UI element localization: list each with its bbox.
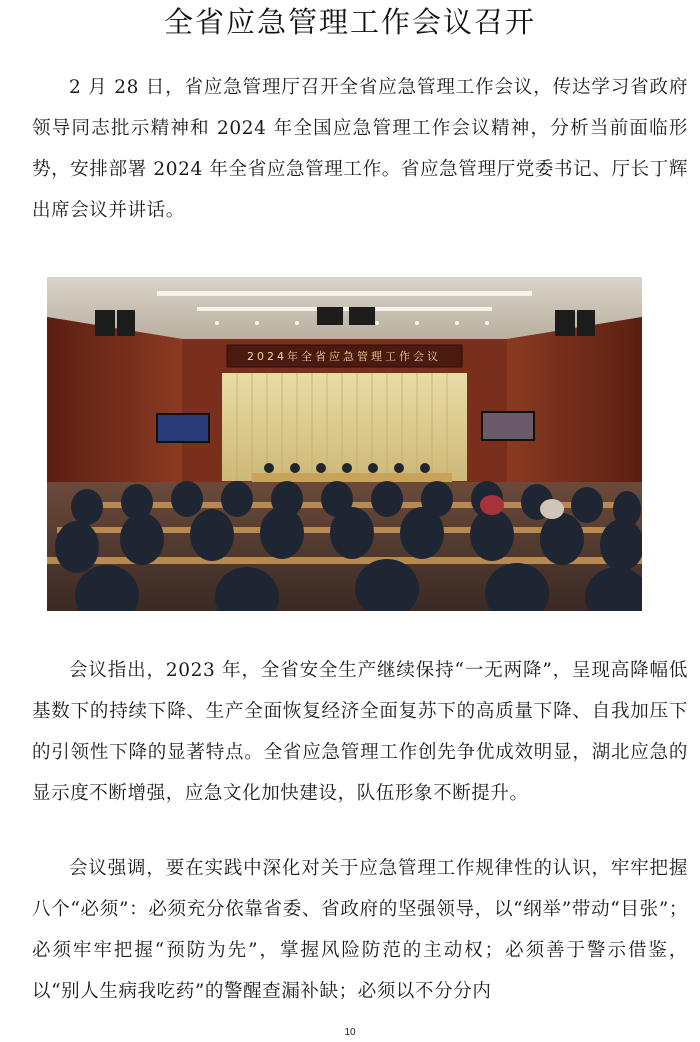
banner-text: 2024年全省应急管理工作会议 — [247, 350, 441, 363]
paragraph-2: 会议指出，2023 年，全省安全生产继续保持“一无两降”，呈现高降幅低基数下的持续下降、生产全面恢复经济全面复苏下的高质量下降、自我加压下的引领性下降的显著特点。全省应急管理工作创先争优成效明显，湖北应急的显示度不断增强，应急文化加快建设，队伍形象不断提升。 — [32, 660, 688, 804]
page-number: 10 — [344, 1027, 356, 1038]
paragraph-3: 会议强调，要在实践中深化对关于应急管理工作规律性的认识，牢牢把握八个“必须”：必须充分依靠省委、省政府的坚强领导，以“纲举”带动“目张”；必须牢牢把握“预防为先”，掌握风险防范的主动权；必须善于警示借鉴，以“别人生病我吃药”的警醒查漏补缺；必须以不分分内 — [32, 858, 688, 1002]
article-title: 全省应急管理工作会议召开 — [163, 5, 536, 39]
paragraph-1: 2 月 28 日，省应急管理厅召开全省应急管理工作会议，传达学习省政府领导同志批示精神和 2024 年全国应急管理工作会议精神，分析当前面临形势，安排部署 2024 年全省应急管理工作。省应急管理厅党委书记、厅长丁辉出席会议并讲话。 — [32, 77, 688, 221]
meeting-photo — [47, 277, 642, 611]
